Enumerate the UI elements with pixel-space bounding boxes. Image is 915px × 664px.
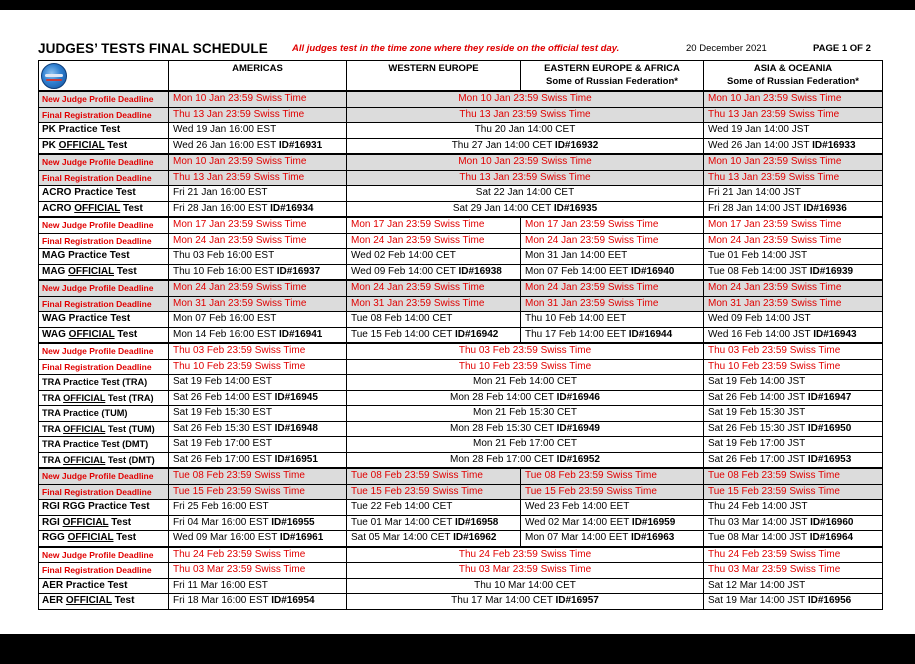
test-time-cell: Thu 17 Mar 14:00 CET ID#16957 bbox=[347, 594, 704, 610]
test-time-cell: Mon 28 Feb 14:00 CET ID#16946 bbox=[347, 390, 704, 406]
test-time-cell: Sat 19 Feb 14:00 EST bbox=[169, 375, 347, 391]
deadline-cell: Thu 24 Feb 23:59 Swiss Time bbox=[169, 547, 347, 563]
test-label: ACRO OFFICIAL Test bbox=[39, 201, 169, 217]
test-label: AER Practice Test bbox=[39, 578, 169, 594]
schedule-row bbox=[39, 594, 883, 610]
test-time-cell: Wed 19 Jan 14:00 JST bbox=[704, 123, 883, 139]
schedule-row bbox=[39, 233, 883, 249]
test-time-cell: Sat 19 Feb 15:30 EST bbox=[169, 406, 347, 422]
deadline-cell: Mon 10 Jan 23:59 Swiss Time bbox=[704, 91, 883, 107]
test-label: TRA OFFICIAL Test (TUM) bbox=[39, 421, 169, 437]
schedule-row bbox=[39, 563, 883, 579]
schedule-row bbox=[39, 468, 883, 484]
schedule-row bbox=[39, 296, 883, 312]
test-time-cell: Sat 19 Feb 15:30 JST bbox=[704, 406, 883, 422]
test-time-cell: Sat 26 Feb 17:00 JST ID#16953 bbox=[704, 452, 883, 468]
test-time-cell: Mon 21 Feb 17:00 CET bbox=[347, 437, 704, 453]
column-header-row bbox=[39, 61, 883, 92]
deadline-cell: Tue 08 Feb 23:59 Swiss Time bbox=[169, 468, 347, 484]
deadline-label: New Judge Profile Deadline bbox=[39, 468, 169, 484]
deadline-cell: Tue 08 Feb 23:59 Swiss Time bbox=[521, 468, 704, 484]
test-time-cell: Sat 26 Feb 15:30 EST ID#16948 bbox=[169, 421, 347, 437]
deadline-cell: Tue 08 Feb 23:59 Swiss Time bbox=[704, 468, 883, 484]
test-time-cell: Wed 26 Jan 14:00 JST ID#16933 bbox=[704, 138, 883, 154]
schedule-row bbox=[39, 138, 883, 154]
test-time-cell: Thu 10 Feb 16:00 EST ID#16937 bbox=[169, 264, 347, 280]
deadline-cell: Mon 10 Jan 23:59 Swiss Time bbox=[169, 91, 347, 107]
deadline-cell: Thu 03 Mar 23:59 Swiss Time bbox=[347, 563, 704, 579]
schedule-row bbox=[39, 280, 883, 296]
test-label: ACRO Practice Test bbox=[39, 186, 169, 202]
test-label: WAG Practice Test bbox=[39, 312, 169, 328]
test-time-cell: Fri 21 Jan 14:00 JST bbox=[704, 186, 883, 202]
deadline-cell: Mon 24 Jan 23:59 Swiss Time bbox=[169, 233, 347, 249]
test-time-cell: Tue 01 Feb 14:00 JST bbox=[704, 249, 883, 265]
test-label: MAG OFFICIAL Test bbox=[39, 264, 169, 280]
deadline-label: Final Registration Deadline bbox=[39, 359, 169, 375]
deadline-label: New Judge Profile Deadline bbox=[39, 547, 169, 563]
schedule-row bbox=[39, 515, 883, 531]
page-number: PAGE 1 OF 2 bbox=[813, 43, 871, 54]
test-time-cell: Wed 26 Jan 16:00 EST ID#16931 bbox=[169, 138, 347, 154]
test-label: RGG OFFICIAL Test bbox=[39, 531, 169, 547]
deadline-label: New Judge Profile Deadline bbox=[39, 91, 169, 107]
test-time-cell: Wed 02 Mar 14:00 EET ID#16959 bbox=[521, 515, 704, 531]
test-time-cell: Mon 21 Feb 15:30 CET bbox=[347, 406, 704, 422]
test-time-cell: Sat 26 Feb 14:00 JST ID#16947 bbox=[704, 390, 883, 406]
schedule-row bbox=[39, 406, 883, 422]
test-label: PK OFFICIAL Test bbox=[39, 138, 169, 154]
test-label: TRA OFFICIAL Test (DMT) bbox=[39, 452, 169, 468]
schedule-row bbox=[39, 484, 883, 500]
test-time-cell: Fri 28 Jan 14:00 JST ID#16936 bbox=[704, 201, 883, 217]
test-time-cell: Mon 14 Feb 16:00 EST ID#16941 bbox=[169, 327, 347, 343]
deadline-label: Final Registration Deadline bbox=[39, 233, 169, 249]
test-time-cell: Sat 19 Feb 17:00 JST bbox=[704, 437, 883, 453]
deadline-label: Final Registration Deadline bbox=[39, 484, 169, 500]
bottom-black-bar bbox=[0, 634, 915, 664]
test-time-cell: Mon 31 Jan 14:00 EET bbox=[521, 249, 704, 265]
fig-globe-logo-icon bbox=[41, 63, 67, 89]
deadline-label: Final Registration Deadline bbox=[39, 170, 169, 186]
schedule-row bbox=[39, 170, 883, 186]
deadline-cell: Mon 17 Jan 23:59 Swiss Time bbox=[521, 217, 704, 233]
test-label: TRA Practice Test (TRA) bbox=[39, 375, 169, 391]
deadline-cell: Mon 10 Jan 23:59 Swiss Time bbox=[347, 91, 704, 107]
deadline-cell: Mon 17 Jan 23:59 Swiss Time bbox=[704, 217, 883, 233]
test-time-cell: Mon 07 Feb 16:00 EST bbox=[169, 312, 347, 328]
test-time-cell: Sat 19 Feb 14:00 JST bbox=[704, 375, 883, 391]
schedule-row bbox=[39, 107, 883, 123]
schedule-row bbox=[39, 312, 883, 328]
schedule-row bbox=[39, 452, 883, 468]
deadline-cell: Thu 03 Mar 23:59 Swiss Time bbox=[704, 563, 883, 579]
deadline-cell: Thu 03 Feb 23:59 Swiss Time bbox=[169, 343, 347, 359]
test-time-cell: Wed 19 Jan 16:00 EST bbox=[169, 123, 347, 139]
test-time-cell: Sat 26 Feb 14:00 EST ID#16945 bbox=[169, 390, 347, 406]
test-time-cell: Thu 03 Mar 14:00 JST ID#16960 bbox=[704, 515, 883, 531]
test-time-cell: Fri 11 Mar 16:00 EST bbox=[169, 578, 347, 594]
schedule-row bbox=[39, 547, 883, 563]
column-header-eastern-europe-africa: EASTERN EUROPE & AFRICA Some of Russian Federation* bbox=[521, 61, 704, 92]
test-label: TRA Practice (TUM) bbox=[39, 406, 169, 422]
deadline-label: New Judge Profile Deadline bbox=[39, 154, 169, 170]
schedule-row bbox=[39, 201, 883, 217]
deadline-cell: Thu 13 Jan 23:59 Swiss Time bbox=[704, 170, 883, 186]
deadline-cell: Thu 13 Jan 23:59 Swiss Time bbox=[347, 107, 704, 123]
schedule-row bbox=[39, 578, 883, 594]
timezone-note: All judges test in the time zone where they reside on the official test day. bbox=[292, 43, 620, 54]
test-time-cell: Tue 01 Mar 14:00 CET ID#16958 bbox=[347, 515, 521, 531]
deadline-cell: Mon 24 Jan 23:59 Swiss Time bbox=[169, 280, 347, 296]
schedule-row bbox=[39, 375, 883, 391]
deadline-cell: Mon 10 Jan 23:59 Swiss Time bbox=[347, 154, 704, 170]
test-label: TRA Practice Test (DMT) bbox=[39, 437, 169, 453]
test-time-cell: Sat 12 Mar 14:00 JST bbox=[704, 578, 883, 594]
deadline-cell: Mon 24 Jan 23:59 Swiss Time bbox=[347, 280, 521, 296]
test-label: MAG Practice Test bbox=[39, 249, 169, 265]
document-date: 20 December 2021 bbox=[686, 43, 767, 54]
test-time-cell: Thu 10 Mar 14:00 CET bbox=[347, 578, 704, 594]
deadline-cell: Mon 24 Jan 23:59 Swiss Time bbox=[347, 233, 521, 249]
test-time-cell: Fri 28 Jan 16:00 EST ID#16934 bbox=[169, 201, 347, 217]
schedule-row bbox=[39, 249, 883, 265]
test-time-cell: Thu 20 Jan 14:00 CET bbox=[347, 123, 704, 139]
deadline-label: Final Registration Deadline bbox=[39, 563, 169, 579]
schedule-row bbox=[39, 264, 883, 280]
test-time-cell: Wed 16 Feb 14:00 JST ID#16943 bbox=[704, 327, 883, 343]
deadline-label: New Judge Profile Deadline bbox=[39, 343, 169, 359]
test-time-cell: Wed 09 Feb 14:00 CET ID#16938 bbox=[347, 264, 521, 280]
deadline-cell: Mon 31 Jan 23:59 Swiss Time bbox=[347, 296, 521, 312]
test-time-cell: Sat 22 Jan 14:00 CET bbox=[347, 186, 704, 202]
deadline-cell: Thu 03 Feb 23:59 Swiss Time bbox=[347, 343, 704, 359]
deadline-label: New Judge Profile Deadline bbox=[39, 217, 169, 233]
test-time-cell: Mon 28 Feb 17:00 CET ID#16952 bbox=[347, 452, 704, 468]
deadline-cell: Thu 10 Feb 23:59 Swiss Time bbox=[347, 359, 704, 375]
schedule-row bbox=[39, 390, 883, 406]
deadline-label: Final Registration Deadline bbox=[39, 296, 169, 312]
deadline-cell: Mon 31 Jan 23:59 Swiss Time bbox=[169, 296, 347, 312]
schedule-row bbox=[39, 217, 883, 233]
schedule-row bbox=[39, 500, 883, 516]
test-time-cell: Fri 18 Mar 16:00 EST ID#16954 bbox=[169, 594, 347, 610]
test-time-cell: Fri 25 Feb 16:00 EST bbox=[169, 500, 347, 516]
test-time-cell: Fri 21 Jan 16:00 EST bbox=[169, 186, 347, 202]
deadline-cell: Thu 10 Feb 23:59 Swiss Time bbox=[704, 359, 883, 375]
deadline-cell: Mon 17 Jan 23:59 Swiss Time bbox=[347, 217, 521, 233]
test-time-cell: Thu 27 Jan 14:00 CET ID#16932 bbox=[347, 138, 704, 154]
deadline-cell: Thu 24 Feb 23:59 Swiss Time bbox=[347, 547, 704, 563]
test-time-cell: Sat 26 Feb 17:00 EST ID#16951 bbox=[169, 452, 347, 468]
logo-cell bbox=[39, 61, 169, 92]
test-time-cell: Tue 15 Feb 14:00 CET ID#16942 bbox=[347, 327, 521, 343]
test-time-cell: Wed 09 Feb 14:00 JST bbox=[704, 312, 883, 328]
page-title: JUDGES’ TESTS FINAL SCHEDULE bbox=[38, 41, 268, 56]
top-black-bar bbox=[0, 0, 915, 10]
column-header-americas: AMERICAS bbox=[169, 61, 347, 92]
deadline-cell: Thu 24 Feb 23:59 Swiss Time bbox=[704, 547, 883, 563]
deadline-label: Final Registration Deadline bbox=[39, 107, 169, 123]
test-time-cell: Wed 09 Mar 16:00 EST ID#16961 bbox=[169, 531, 347, 547]
test-time-cell: Sat 19 Feb 17:00 EST bbox=[169, 437, 347, 453]
schedule-row bbox=[39, 359, 883, 375]
test-time-cell: Sat 05 Mar 14:00 CET ID#16962 bbox=[347, 531, 521, 547]
test-time-cell: Mon 28 Feb 15:30 CET ID#16949 bbox=[347, 421, 704, 437]
schedule-row bbox=[39, 421, 883, 437]
deadline-label: New Judge Profile Deadline bbox=[39, 280, 169, 296]
schedule-row bbox=[39, 186, 883, 202]
test-time-cell: Sat 19 Mar 14:00 JST ID#16956 bbox=[704, 594, 883, 610]
deadline-cell: Tue 15 Feb 23:59 Swiss Time bbox=[169, 484, 347, 500]
deadline-cell: Tue 15 Feb 23:59 Swiss Time bbox=[347, 484, 521, 500]
deadline-cell: Thu 13 Jan 23:59 Swiss Time bbox=[704, 107, 883, 123]
deadline-cell: Mon 17 Jan 23:59 Swiss Time bbox=[169, 217, 347, 233]
test-label: RGI RGG Practice Test bbox=[39, 500, 169, 516]
test-time-cell: Wed 02 Feb 14:00 CET bbox=[347, 249, 521, 265]
test-time-cell: Mon 07 Mar 14:00 EET ID#16963 bbox=[521, 531, 704, 547]
deadline-cell: Mon 24 Jan 23:59 Swiss Time bbox=[704, 233, 883, 249]
test-time-cell: Thu 17 Feb 14:00 EET ID#16944 bbox=[521, 327, 704, 343]
schedule-row bbox=[39, 91, 883, 107]
test-time-cell: Mon 21 Feb 14:00 CET bbox=[347, 375, 704, 391]
test-label: TRA OFFICIAL Test (TRA) bbox=[39, 390, 169, 406]
schedule-row bbox=[39, 327, 883, 343]
test-time-cell: Tue 08 Feb 14:00 JST ID#16939 bbox=[704, 264, 883, 280]
column-header-western-europe: WESTERN EUROPE bbox=[347, 61, 521, 92]
test-time-cell: Tue 22 Feb 14:00 CET bbox=[347, 500, 521, 516]
schedule-row bbox=[39, 343, 883, 359]
deadline-cell: Thu 10 Feb 23:59 Swiss Time bbox=[169, 359, 347, 375]
test-time-cell: Sat 26 Feb 15:30 JST ID#16950 bbox=[704, 421, 883, 437]
test-label: AER OFFICIAL Test bbox=[39, 594, 169, 610]
test-time-cell: Mon 07 Feb 14:00 EET ID#16940 bbox=[521, 264, 704, 280]
schedule-row bbox=[39, 154, 883, 170]
column-header-asia-oceania: ASIA & OCEANIA Some of Russian Federation* bbox=[704, 61, 883, 92]
deadline-cell: Mon 24 Jan 23:59 Swiss Time bbox=[704, 280, 883, 296]
deadline-cell: Mon 10 Jan 23:59 Swiss Time bbox=[169, 154, 347, 170]
test-label: WAG OFFICIAL Test bbox=[39, 327, 169, 343]
deadline-cell: Tue 15 Feb 23:59 Swiss Time bbox=[704, 484, 883, 500]
deadline-cell: Tue 08 Feb 23:59 Swiss Time bbox=[347, 468, 521, 484]
test-label: RGI OFFICIAL Test bbox=[39, 515, 169, 531]
test-time-cell: Tue 08 Feb 14:00 CET bbox=[347, 312, 521, 328]
deadline-cell: Mon 10 Jan 23:59 Swiss Time bbox=[704, 154, 883, 170]
deadline-cell: Thu 13 Jan 23:59 Swiss Time bbox=[169, 107, 347, 123]
test-time-cell: Wed 23 Feb 14:00 EET bbox=[521, 500, 704, 516]
test-time-cell: Fri 04 Mar 16:00 EST ID#16955 bbox=[169, 515, 347, 531]
deadline-cell: Tue 15 Feb 23:59 Swiss Time bbox=[521, 484, 704, 500]
deadline-cell: Thu 13 Jan 23:59 Swiss Time bbox=[347, 170, 704, 186]
test-time-cell: Thu 03 Feb 16:00 EST bbox=[169, 249, 347, 265]
deadline-cell: Mon 31 Jan 23:59 Swiss Time bbox=[704, 296, 883, 312]
test-time-cell: Tue 08 Mar 14:00 JST ID#16964 bbox=[704, 531, 883, 547]
test-time-cell: Thu 10 Feb 14:00 EET bbox=[521, 312, 704, 328]
deadline-cell: Mon 24 Jan 23:59 Swiss Time bbox=[521, 233, 704, 249]
schedule-row bbox=[39, 437, 883, 453]
schedule-row bbox=[39, 531, 883, 547]
schedule-row bbox=[39, 123, 883, 139]
test-time-cell: Sat 29 Jan 14:00 CET ID#16935 bbox=[347, 201, 704, 217]
deadline-cell: Thu 13 Jan 23:59 Swiss Time bbox=[169, 170, 347, 186]
deadline-cell: Thu 03 Feb 23:59 Swiss Time bbox=[704, 343, 883, 359]
test-label: PK Practice Test bbox=[39, 123, 169, 139]
document-header bbox=[38, 41, 882, 59]
deadline-cell: Mon 24 Jan 23:59 Swiss Time bbox=[521, 280, 704, 296]
test-time-cell: Thu 24 Feb 14:00 JST bbox=[704, 500, 883, 516]
deadline-cell: Mon 31 Jan 23:59 Swiss Time bbox=[521, 296, 704, 312]
schedule-table bbox=[38, 60, 883, 610]
deadline-cell: Thu 03 Mar 23:59 Swiss Time bbox=[169, 563, 347, 579]
